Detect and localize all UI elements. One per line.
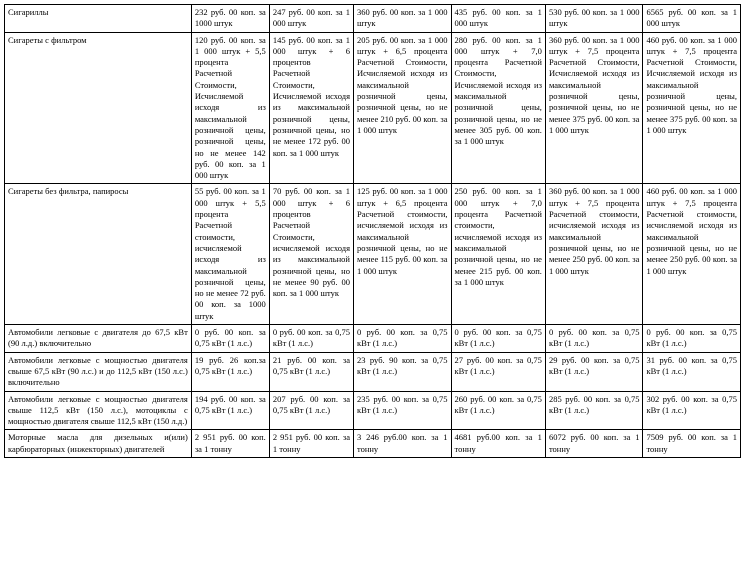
row-label: Сигареты без фильтра, папиросы xyxy=(5,184,192,325)
row-cell: 435 руб. 00 коп. за 1 000 штук xyxy=(451,5,545,33)
table-row xyxy=(5,430,741,458)
row-cell: 6072 руб. 00 коп. за 1 тонну xyxy=(545,430,643,458)
row-cell: 145 руб. 00 коп. за 1 000 штук + 6 процентов Расчетной Стоимости, Исчисляемой исходя из максимальной розничной цены, розничной цены, но не менее 172 руб. 00 коп. за 1 000 штук xyxy=(269,32,353,184)
row-cell: 235 руб. 00 коп. за 0,75 кВт (1 л.с.) xyxy=(353,391,451,430)
row-cell: 360 руб. 00 коп. за 1 000 штук + 7,5 процента Расчетной стоимости, исчисляемой исходя из максимальной розничной цены, но не менее 250 руб. 00 коп. за 1 000 штук xyxy=(545,184,643,325)
row-cell: 21 руб. 00 коп. за 0,75 кВт (1 л.с.) xyxy=(269,352,353,391)
row-cell: 530 руб. 00 коп. за 1 000 штук xyxy=(545,5,643,33)
row-cell: 460 руб. 00 коп. за 1 000 штук + 7,5 процента Расчетной стоимости, исчисляемой исходя из максимальной розничной цены, но не менее 250 руб. 00 коп. за 1 000 штук xyxy=(643,184,741,325)
row-cell: 23 руб. 90 коп. за 0,75 кВт (1 л.с.) xyxy=(353,352,451,391)
table-row xyxy=(5,5,741,33)
row-cell: 4681 руб.00 коп. за 1 тонну xyxy=(451,430,545,458)
row-cell: 250 руб. 00 коп. за 1 000 штук + 7,0 процента Расчетной стоимости, исчисляемой исходя из максимальной розничной цены, но не менее 215 руб. 00 коп. за 1 000 штук xyxy=(451,184,545,325)
row-cell: 360 руб. 00 коп. за 1 000 штук + 7,5 процента Расчетной Стоимости, Исчисляемой исходя из максимальной розничной цены, розничной цены, но не менее 375 руб. 00 коп. за 1 000 штук xyxy=(545,32,643,184)
row-cell: 3 246 руб.00 коп. за 1 тонну xyxy=(353,430,451,458)
row-cell: 120 руб. 00 коп. за 1 000 штук + 5,5 процента Расчетной Стоимости, Исчисляемой исходя из максимальной розничной цены, розничной цены, но не менее 142 руб. 00 коп. за 1 000 штук xyxy=(191,32,269,184)
row-cell: 55 руб. 00 коп. за 1 000 штук + 5,5 процента Расчетной стоимости, исчисляемой исходя из максимальной розничной цены, но не менее 72 руб. 00 коп. за 1000 штук xyxy=(191,184,269,325)
row-cell: 280 руб. 00 коп. за 1 000 штук + 7,0 процента Расчетной Стоимости, Исчисляемой исходя из максимальной розничной цены, розничной цены, но не менее 305 руб. 00 коп. за 1 000 штук xyxy=(451,32,545,184)
row-cell: 285 руб. 00 коп. за 0,75 кВт (1 л.с.) xyxy=(545,391,643,430)
row-label: Моторные масла для дизельных и(или) карбюраторных (инжекторных) двигателей xyxy=(5,430,192,458)
table-row xyxy=(5,32,741,184)
row-cell: 232 руб. 00 коп. за 1000 штук xyxy=(191,5,269,33)
table-row xyxy=(5,391,741,430)
row-cell: 0 руб. 00 коп. за 0,75 кВт (1 л.с.) xyxy=(451,325,545,353)
row-cell: 260 руб. 00 коп. за 0,75 кВт (1 л.с.) xyxy=(451,391,545,430)
row-cell: 247 руб. 00 коп. за 1 000 штук xyxy=(269,5,353,33)
row-cell: 207 руб. 00 коп. за 0,75 кВт (1 л.с.) xyxy=(269,391,353,430)
row-cell: 0 руб. 00 коп. за 0,75 кВт (1 л.с.) xyxy=(191,325,269,353)
row-cell: 0 руб. 00 коп. за 0,75 кВт (1 л.с.) xyxy=(269,325,353,353)
row-cell: 27 руб. 00 коп. за 0,75 кВт (1 л.с.) xyxy=(451,352,545,391)
row-label: Сигареты с фильтром xyxy=(5,32,192,184)
row-label: Автомобили легковые с мощностью двигателя свыше 67,5 кВт (90 л.с.) и до 112,5 кВт (150 л.с.) включительно xyxy=(5,352,192,391)
row-cell: 360 руб. 00 коп. за 1 000 штук xyxy=(353,5,451,33)
row-cell: 6565 руб. 00 коп. за 1 000 штук xyxy=(643,5,741,33)
row-cell: 2 951 руб. 00 коп. за 1 тонну xyxy=(191,430,269,458)
table-row xyxy=(5,325,741,353)
row-cell: 70 руб. 00 коп. за 1 000 штук + 6 процентов Расчетной Стоимости, исчисляемой исходя из максимальной розничной цены, но не менее 90 руб. 00 коп. за 1 000 штук xyxy=(269,184,353,325)
row-cell: 7509 руб. 00 коп. за 1 тонну xyxy=(643,430,741,458)
row-cell: 460 руб. 00 коп. за 1 000 штук + 7,5 процента Расчетной Стоимости, Исчисляемой исходя из максимальной розничной цены, розничной цены, но не менее 375 руб. 00 коп. за 1 000 штук xyxy=(643,32,741,184)
row-cell: 2 951 руб. 00 коп. за 1 тонну xyxy=(269,430,353,458)
row-cell: 194 руб. 00 коп. за 0,75 кВт (1 л.с.) xyxy=(191,391,269,430)
row-label: Автомобили легковые с мощностью двигателя свыше 112,5 кВт (150 л.с.), мотоциклы с мощностью двигателя свыше 112,5 кВт (150 л.д.) xyxy=(5,391,192,430)
row-cell: 302 руб. 00 коп. за 0,75 кВт (1 л.с.) xyxy=(643,391,741,430)
row-cell: 205 руб. 00 коп. за 1 000 штук + 6,5 процента Расчетной Стоимости, Исчисляемой исходя из максимальной розничной цены, розничной цены, но не менее 210 руб. 00 коп. за 1 000 штук xyxy=(353,32,451,184)
table-row xyxy=(5,352,741,391)
row-cell: 0 руб. 00 коп. за 0,75 кВт (1 л.с.) xyxy=(353,325,451,353)
table-row xyxy=(5,184,741,325)
row-cell: 0 руб. 00 коп. за 0,75 кВт (1 л.с.) xyxy=(643,325,741,353)
row-cell: 19 руб. 26 коп.за 0,75 кВт (1 л.с.) xyxy=(191,352,269,391)
row-cell: 29 руб. 00 коп. за 0,75 кВт (1 л.с.) xyxy=(545,352,643,391)
row-cell: 0 руб. 00 коп. за 0,75 кВт (1 л.с.) xyxy=(545,325,643,353)
row-label: Автомобили легковые с двигателя до 67,5 кВт (90 л.д.) включительно xyxy=(5,325,192,353)
row-label: Сигариллы xyxy=(5,5,192,33)
row-cell: 31 руб. 00 коп. за 0,75 кВт (1 л.с.) xyxy=(643,352,741,391)
excise-rates-table xyxy=(4,4,741,458)
row-cell: 125 руб. 00 коп. за 1 000 штук + 6,5 процента Расчетной стоимости, исчисляемой исходя из максимальной розничной цены, но не менее 115 руб. 00 коп. за 1 000 штук xyxy=(353,184,451,325)
